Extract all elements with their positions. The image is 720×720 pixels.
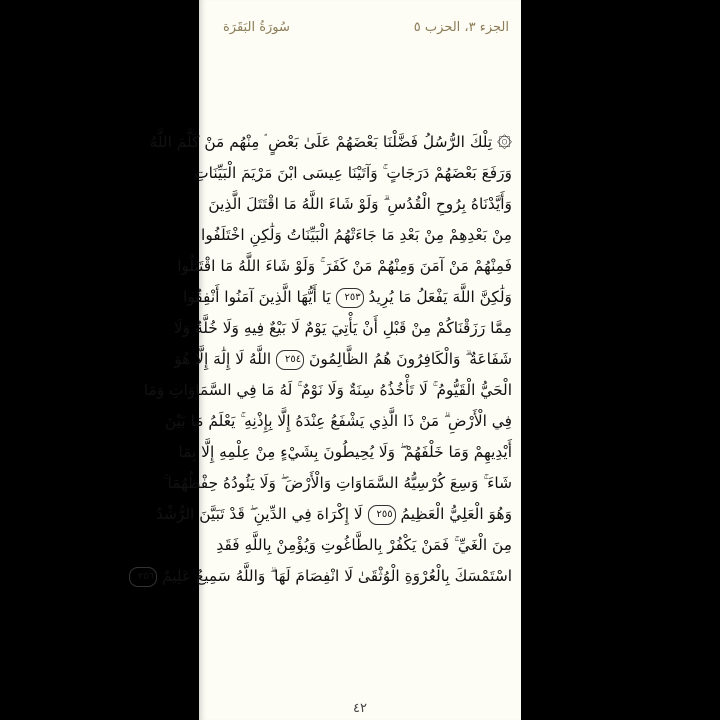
- ayah-end-marker-icon: ٢٥٣: [336, 288, 364, 308]
- text-line: وَأَيَّدْنَاهُ بِرُوحِ الْقُدُسِ ۗ وَلَوْ شَاءَ اللَّهُ مَا اقْتَتَلَ الَّذِينَ: [208, 195, 512, 213]
- text-line: وَلَٰكِنَّ اللَّهَ يَفْعَلُ مَا يُرِيدُ ٢٥٣ يَا أَيُّهَا الَّذِينَ آمَنُوا أَنْفِقُوا: [183, 288, 512, 306]
- text-line: ۞ تِلْكَ الرُّسُلُ فَضَّلْنَا بَعْضَهُمْ عَلَىٰ بَعْضٍ ۘ مِنْهُم مَنْ كَلَّمَ اللَّهُ: [149, 133, 512, 151]
- ayah-end-marker-icon: ٢٥٦: [129, 567, 157, 587]
- quran-text-block: [137, 127, 512, 592]
- text-line: وَرَفَعَ بَعْضَهُمْ دَرَجَاتٍ ۚ وَآتَيْنَا عِيسَى ابْنَ مَرْيَمَ الْبَيِّنَاتِ: [194, 164, 512, 182]
- ayah-end-marker-icon: ٢٥٥: [368, 505, 396, 525]
- text-line: الْحَيُّ الْقَيُّومُ ۚ لَا تَأْخُذُهُ سِنَةٌ وَلَا نَوْمٌ ۚ لَهُ مَا فِي السَّمَاوَاتِ وَمَا: [143, 381, 512, 399]
- page-number: ٤٢: [353, 701, 367, 716]
- page-header: [223, 20, 509, 40]
- mushaf-page: [137, 0, 521, 720]
- text-line: اسْتَمْسَكَ بِالْعُرْوَةِ الْوُثْقَىٰ لَا انْفِصَامَ لَهَا ۗ وَاللَّهُ سَمِيعٌ عَلِيمٌ ٢٥٦: [218, 561, 512, 592]
- text-line: شَاءَ ۚ وَسِعَ كُرْسِيُّهُ السَّمَاوَاتِ وَالْأَرْضَ ۖ وَلَا يَئُودُهُ حِفْظُهُمَا ۚ: [163, 474, 512, 492]
- text-line: فِي الْأَرْضِ ۗ مَنْ ذَا الَّذِي يَشْفَعُ عِنْدَهُ إِلَّا بِإِذْنِهِ ۚ يَعْلَمُ مَا بَيْنَ: [165, 412, 512, 430]
- text-line: شَفَاعَةٌ ۗ وَالْكَافِرُونَ هُمُ الظَّالِمُونَ ٢٥٤ اللَّهُ لَا إِلَٰهَ إِلَّا هُوَ: [174, 350, 512, 368]
- juz-hizb-label: الجزء ٣، الحزب ٥: [413, 20, 509, 35]
- surah-name-label: سُورَةُ البَقَرَة: [223, 20, 290, 35]
- text-line: أَيْدِيهِمْ وَمَا خَلْفَهُمْ ۖ وَلَا يُحِيطُونَ بِشَيْءٍ مِنْ عِلْمِهِ إِلَّا بِمَا: [178, 443, 512, 461]
- text-line: فَمِنْهُمْ مَنْ آمَنَ وَمِنْهُمْ مَنْ كَفَرَ ۚ وَلَوْ شَاءَ اللَّهُ مَا اقْتَتَلُوا: [177, 257, 512, 275]
- text-line: وَهُوَ الْعَلِيُّ الْعَظِيمُ ٢٥٥ لَا إِكْرَاهَ فِي الدِّينِ ۖ قَدْ تَبَيَّنَ الرُّشْدُ: [155, 505, 512, 523]
- text-line: مِنْ بَعْدِهِمْ مِنْ بَعْدِ مَا جَاءَتْهُمُ الْبَيِّنَاتُ وَلَٰكِنِ اخْتَلَفُوا: [201, 226, 512, 244]
- text-line: مِنَ الْغَيِّ ۚ فَمَنْ يَكْفُرْ بِالطَّاغُوتِ وَيُؤْمِنْ بِاللَّهِ فَقَدِ: [216, 536, 512, 554]
- text-line: مِمَّا رَزَقْنَاكُمْ مِنْ قَبْلِ أَنْ يَأْتِيَ يَوْمٌ لَا بَيْعٌ فِيهِ وَلَا خُلَّةٌ وَلَا: [173, 319, 512, 337]
- ayah-end-marker-icon: ٢٥٤: [276, 350, 304, 370]
